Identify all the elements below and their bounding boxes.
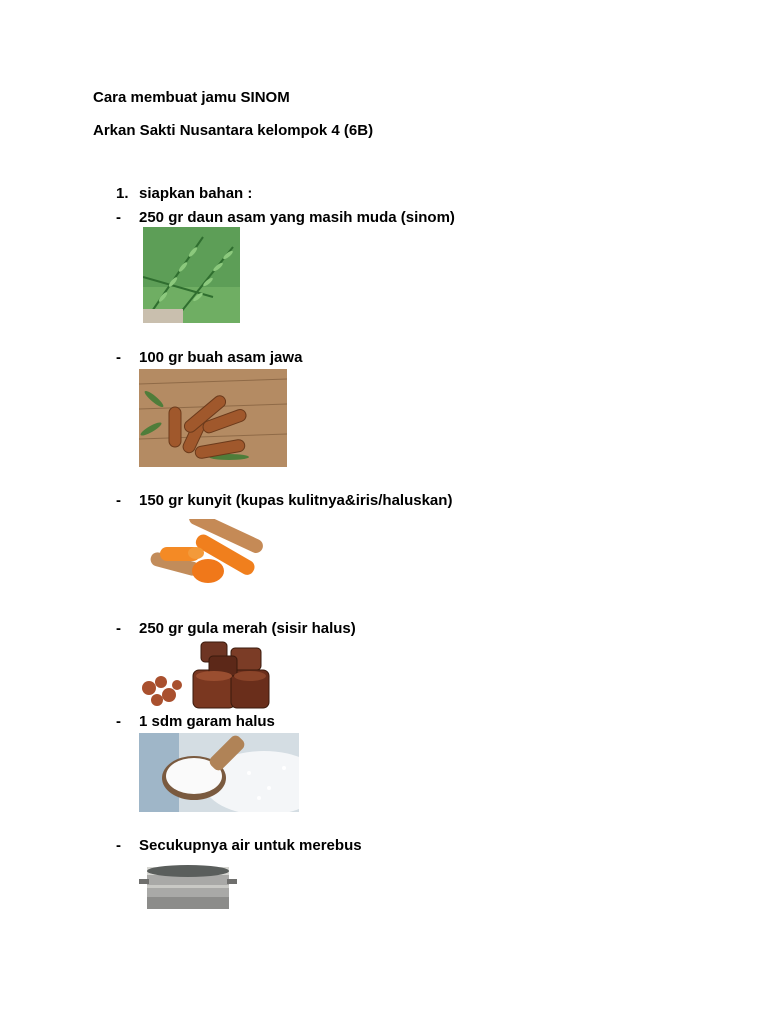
salt-image [139, 733, 299, 812]
bullet-dash: - [116, 837, 121, 854]
step-number: 1. [116, 185, 129, 202]
bullet-dash: - [116, 620, 121, 637]
ingredient-text: 250 gr daun asam yang masih muda (sinom) [139, 209, 455, 226]
water-pot-image [139, 857, 237, 909]
ingredient-text: 150 gr kunyit (kupas kulitnya&iris/haluskan) [139, 492, 453, 509]
ingredient-text: 250 gr gula merah (sisir halus) [139, 620, 356, 637]
bullet-dash: - [116, 349, 121, 366]
document-title: Cara membuat jamu SINOM [93, 89, 290, 106]
ingredient-text: Secukupnya air untuk merebus [139, 837, 362, 854]
palm-sugar-image [139, 640, 271, 710]
step-label: siapkan bahan : [139, 185, 253, 202]
bullet-dash: - [116, 713, 121, 730]
turmeric-image [148, 519, 269, 587]
author-line: Arkan Sakti Nusantara kelompok 4 (6B) [93, 122, 374, 139]
bullet-dash: - [116, 209, 121, 226]
tamarind-fruit-image [139, 369, 287, 467]
ingredient-text: 100 gr buah asam jawa [139, 349, 303, 366]
tamarind-leaves-image [143, 227, 240, 323]
bullet-dash: - [116, 492, 121, 509]
ingredient-text: 1 sdm garam halus [139, 713, 275, 730]
